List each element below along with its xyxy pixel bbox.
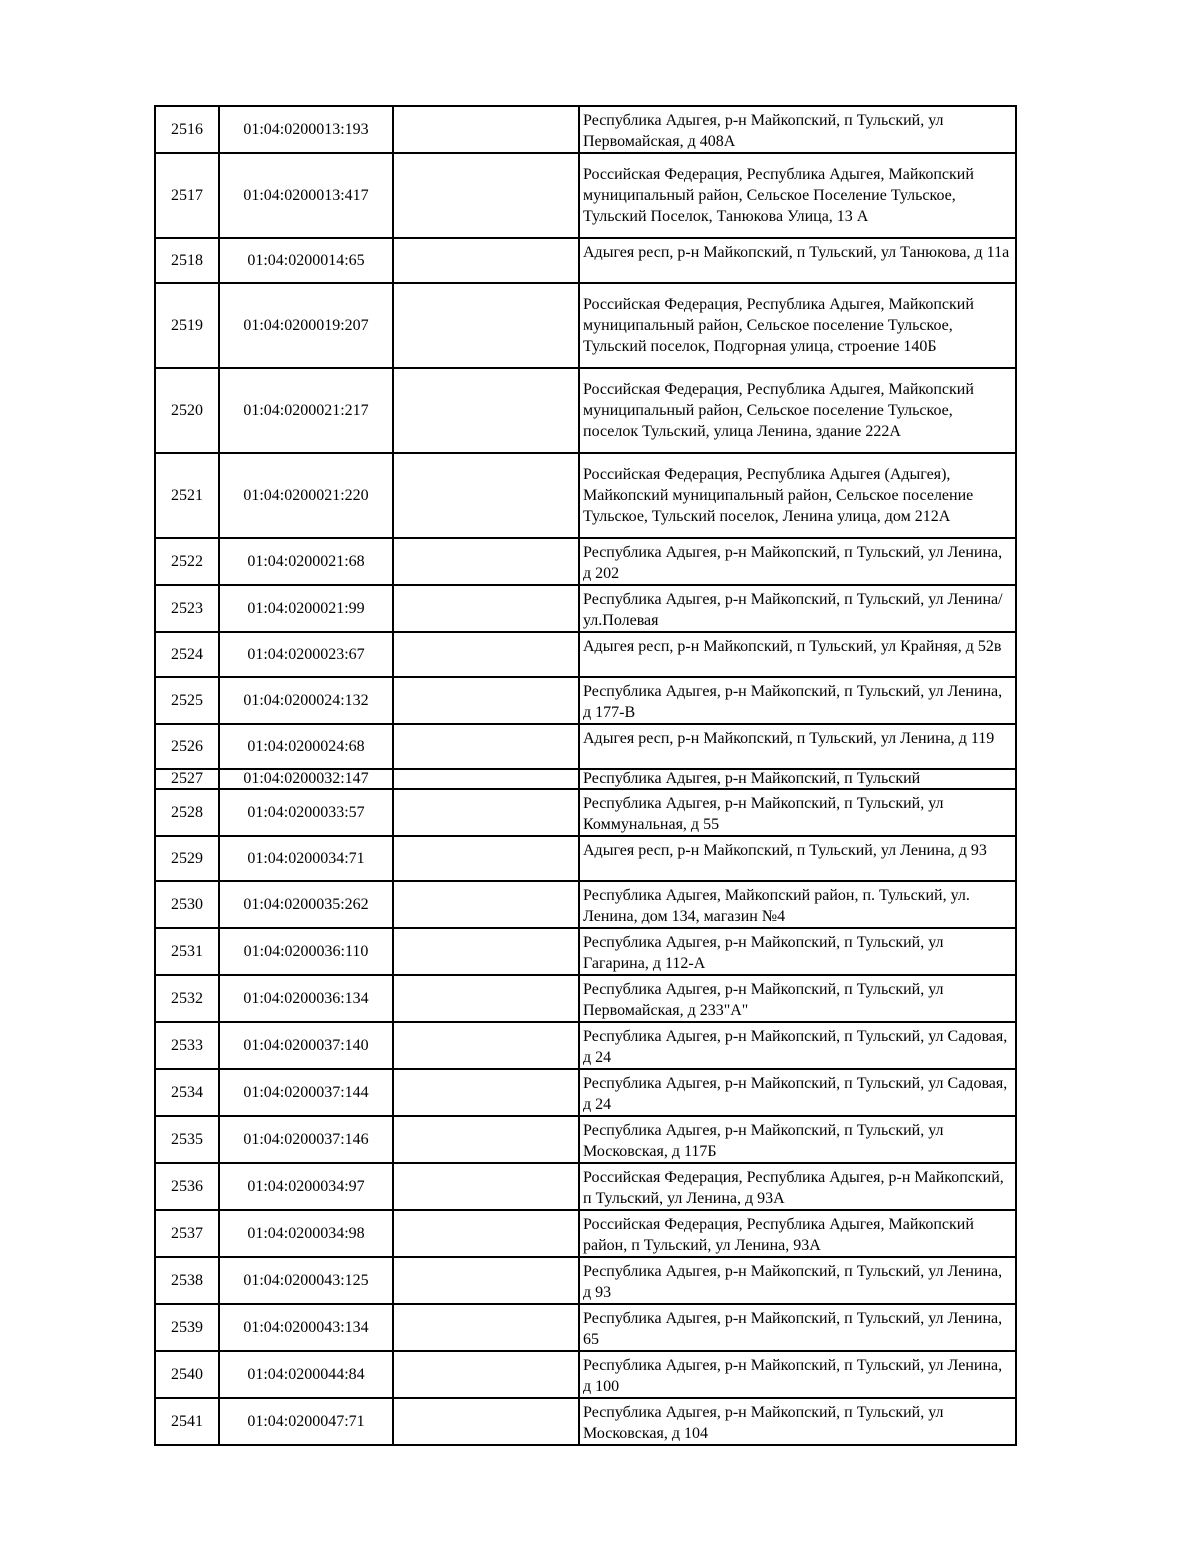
cadastral-number: 01:04:0200034:71 [219,836,393,881]
row-number: 2526 [155,724,219,769]
address: Республика Адыгея, р-н Майкопский, п Тульский, ул Коммунальная, д 55 [579,789,1016,836]
cadastral-number: 01:04:0200013:417 [219,153,393,238]
address: Республика Адыгея, р-н Майкопский, п Тульский, ул Садовая, д 24 [579,1069,1016,1116]
address: Республика Адыгея, р-н Майкопский, п Тульский, ул Первомайская, д 233"А" [579,975,1016,1022]
cadastral-number: 01:04:0200037:140 [219,1022,393,1069]
empty-cell [393,677,579,724]
empty-cell [393,1022,579,1069]
empty-cell [393,928,579,975]
empty-cell [393,538,579,585]
land-plot-table [154,105,1017,1446]
cadastral-number: 01:04:0200043:125 [219,1257,393,1304]
cadastral-number: 01:04:0200034:97 [219,1163,393,1210]
table-row [155,769,1016,789]
row-number: 2531 [155,928,219,975]
table-row [155,1163,1016,1210]
row-number: 2516 [155,106,219,153]
table-row [155,1210,1016,1257]
address: Республика Адыгея, р-н Майкопский, п Тульский [579,769,1016,789]
row-number: 2535 [155,1116,219,1163]
cadastral-number: 01:04:0200036:110 [219,928,393,975]
table-row [155,283,1016,368]
table-row [155,453,1016,538]
row-number: 2532 [155,975,219,1022]
empty-cell [393,975,579,1022]
table-row [155,1069,1016,1116]
row-number: 2538 [155,1257,219,1304]
address: Адыгея респ, р-н Майкопский, п Тульский, ул Крайняя, д 52в [579,632,1016,677]
empty-cell [393,1398,579,1445]
cadastral-number: 01:04:0200024:68 [219,724,393,769]
address: Адыгея респ, р-н Майкопский, п Тульский, ул Ленина, д 93 [579,836,1016,881]
row-number: 2520 [155,368,219,453]
empty-cell [393,585,579,632]
address: Российская Федерация, Республика Адыгея, р-н Майкопский, п Тульский, ул Ленина, д 93А [579,1163,1016,1210]
empty-cell [393,453,579,538]
cadastral-number: 01:04:0200021:220 [219,453,393,538]
address: Республика Адыгея, р-н Майкопский, п Тульский, ул Гагарина, д 112-А [579,928,1016,975]
row-number: 2525 [155,677,219,724]
empty-cell [393,789,579,836]
cadastral-number: 01:04:0200036:134 [219,975,393,1022]
address: Республика Адыгея, р-н Майкопский, п Тульский, ул Ленина, д 177-В [579,677,1016,724]
cadastral-number: 01:04:0200013:193 [219,106,393,153]
address: Российская Федерация, Республика Адыгея, Майкопский район, п Тульский, ул Ленина, 93А [579,1210,1016,1257]
empty-cell [393,283,579,368]
cadastral-number: 01:04:0200021:68 [219,538,393,585]
cadastral-number: 01:04:0200019:207 [219,283,393,368]
empty-cell [393,1257,579,1304]
cadastral-number: 01:04:0200047:71 [219,1398,393,1445]
table-row [155,538,1016,585]
empty-cell [393,1069,579,1116]
empty-cell [393,153,579,238]
address: Российская Федерация, Республика Адыгея, Майкопский муниципальный район, Сельское Поселение Тульское, Тульский Поселок, Танюкова Улица, 13 А [579,153,1016,238]
address: Республика Адыгея, р-н Майкопский, п Тульский, ул Ленина/ул.Полевая [579,585,1016,632]
address: Адыгея респ, р-н Майкопский, п Тульский, ул Ленина, д 119 [579,724,1016,769]
cadastral-number: 01:04:0200014:65 [219,238,393,283]
row-number: 2521 [155,453,219,538]
empty-cell [393,106,579,153]
cadastral-number: 01:04:0200035:262 [219,881,393,928]
table-row [155,632,1016,677]
address: Республика Адыгея, р-н Майкопский, п Тульский, ул Московская, д 104 [579,1398,1016,1445]
address: Республика Адыгея, Майкопский район, п. Тульский, ул. Ленина, дом 134, магазин №4 [579,881,1016,928]
address: Республика Адыгея, р-н Майкопский, п Тульский, ул Ленина, 65 [579,1304,1016,1351]
cadastral-number: 01:04:0200037:144 [219,1069,393,1116]
table-row [155,1022,1016,1069]
address: Российская Федерация, Республика Адыгея, Майкопский муниципальный район, Сельское поселение Тульское, Тульский поселок, Подгорная улица, строение 140Б [579,283,1016,368]
table-row [155,975,1016,1022]
row-number: 2533 [155,1022,219,1069]
table-row [155,928,1016,975]
row-number: 2540 [155,1351,219,1398]
cadastral-number: 01:04:0200043:134 [219,1304,393,1351]
row-number: 2537 [155,1210,219,1257]
cadastral-number: 01:04:0200024:132 [219,677,393,724]
table-row [155,1398,1016,1445]
empty-cell [393,1163,579,1210]
empty-cell [393,238,579,283]
table-row [155,106,1016,153]
cadastral-number: 01:04:0200044:84 [219,1351,393,1398]
address: Адыгея респ, р-н Майкопский, п Тульский, ул Танюкова, д 11а [579,238,1016,283]
empty-cell [393,836,579,881]
table-row [155,1116,1016,1163]
cadastral-number: 01:04:0200021:217 [219,368,393,453]
row-number: 2536 [155,1163,219,1210]
row-number: 2529 [155,836,219,881]
row-number: 2517 [155,153,219,238]
empty-cell [393,881,579,928]
table-row [155,368,1016,453]
address: Республика Адыгея, р-н Майкопский, п Тульский, ул Садовая, д 24 [579,1022,1016,1069]
empty-cell [393,368,579,453]
address: Российская Федерация, Республика Адыгея, Майкопский муниципальный район, Сельское поселение Тульское, поселок Тульский, улица Ленина, здание 222А [579,368,1016,453]
row-number: 2541 [155,1398,219,1445]
cadastral-number: 01:04:0200034:98 [219,1210,393,1257]
empty-cell [393,1304,579,1351]
address: Республика Адыгея, р-н Майкопский, п Тульский, ул Московская, д 117Б [579,1116,1016,1163]
cadastral-number: 01:04:0200037:146 [219,1116,393,1163]
row-number: 2527 [155,769,219,789]
row-number: 2534 [155,1069,219,1116]
table-row [155,677,1016,724]
cadastral-number: 01:04:0200032:147 [219,769,393,789]
address: Республика Адыгея, р-н Майкопский, п Тульский, ул Ленина, д 93 [579,1257,1016,1304]
address: Республика Адыгея, р-н Майкопский, п Тульский, ул Ленина, д 100 [579,1351,1016,1398]
cadastral-number: 01:04:0200033:57 [219,789,393,836]
address: Российская Федерация, Республика Адыгея (Адыгея), Майкопский муниципальный район, Сельское поселение Тульское, Тульский поселок, Ленина улица, дом 212А [579,453,1016,538]
cadastral-number: 01:04:0200021:99 [219,585,393,632]
table-row [155,153,1016,238]
address: Республика Адыгея, р-н Майкопский, п Тульский, ул Ленина, д 202 [579,538,1016,585]
table-row [155,881,1016,928]
table-row [155,789,1016,836]
address: Республика Адыгея, р-н Майкопский, п Тульский, ул Первомайская, д 408А [579,106,1016,153]
table-row [155,724,1016,769]
empty-cell [393,724,579,769]
table-row [155,836,1016,881]
empty-cell [393,769,579,789]
cadastral-number: 01:04:0200023:67 [219,632,393,677]
row-number: 2518 [155,238,219,283]
row-number: 2539 [155,1304,219,1351]
empty-cell [393,1210,579,1257]
row-number: 2522 [155,538,219,585]
table-row [155,238,1016,283]
table-row [155,585,1016,632]
table-row [155,1304,1016,1351]
empty-cell [393,1351,579,1398]
row-number: 2519 [155,283,219,368]
row-number: 2530 [155,881,219,928]
row-number: 2523 [155,585,219,632]
table-row [155,1257,1016,1304]
empty-cell [393,1116,579,1163]
empty-cell [393,632,579,677]
row-number: 2528 [155,789,219,836]
table-row [155,1351,1016,1398]
row-number: 2524 [155,632,219,677]
